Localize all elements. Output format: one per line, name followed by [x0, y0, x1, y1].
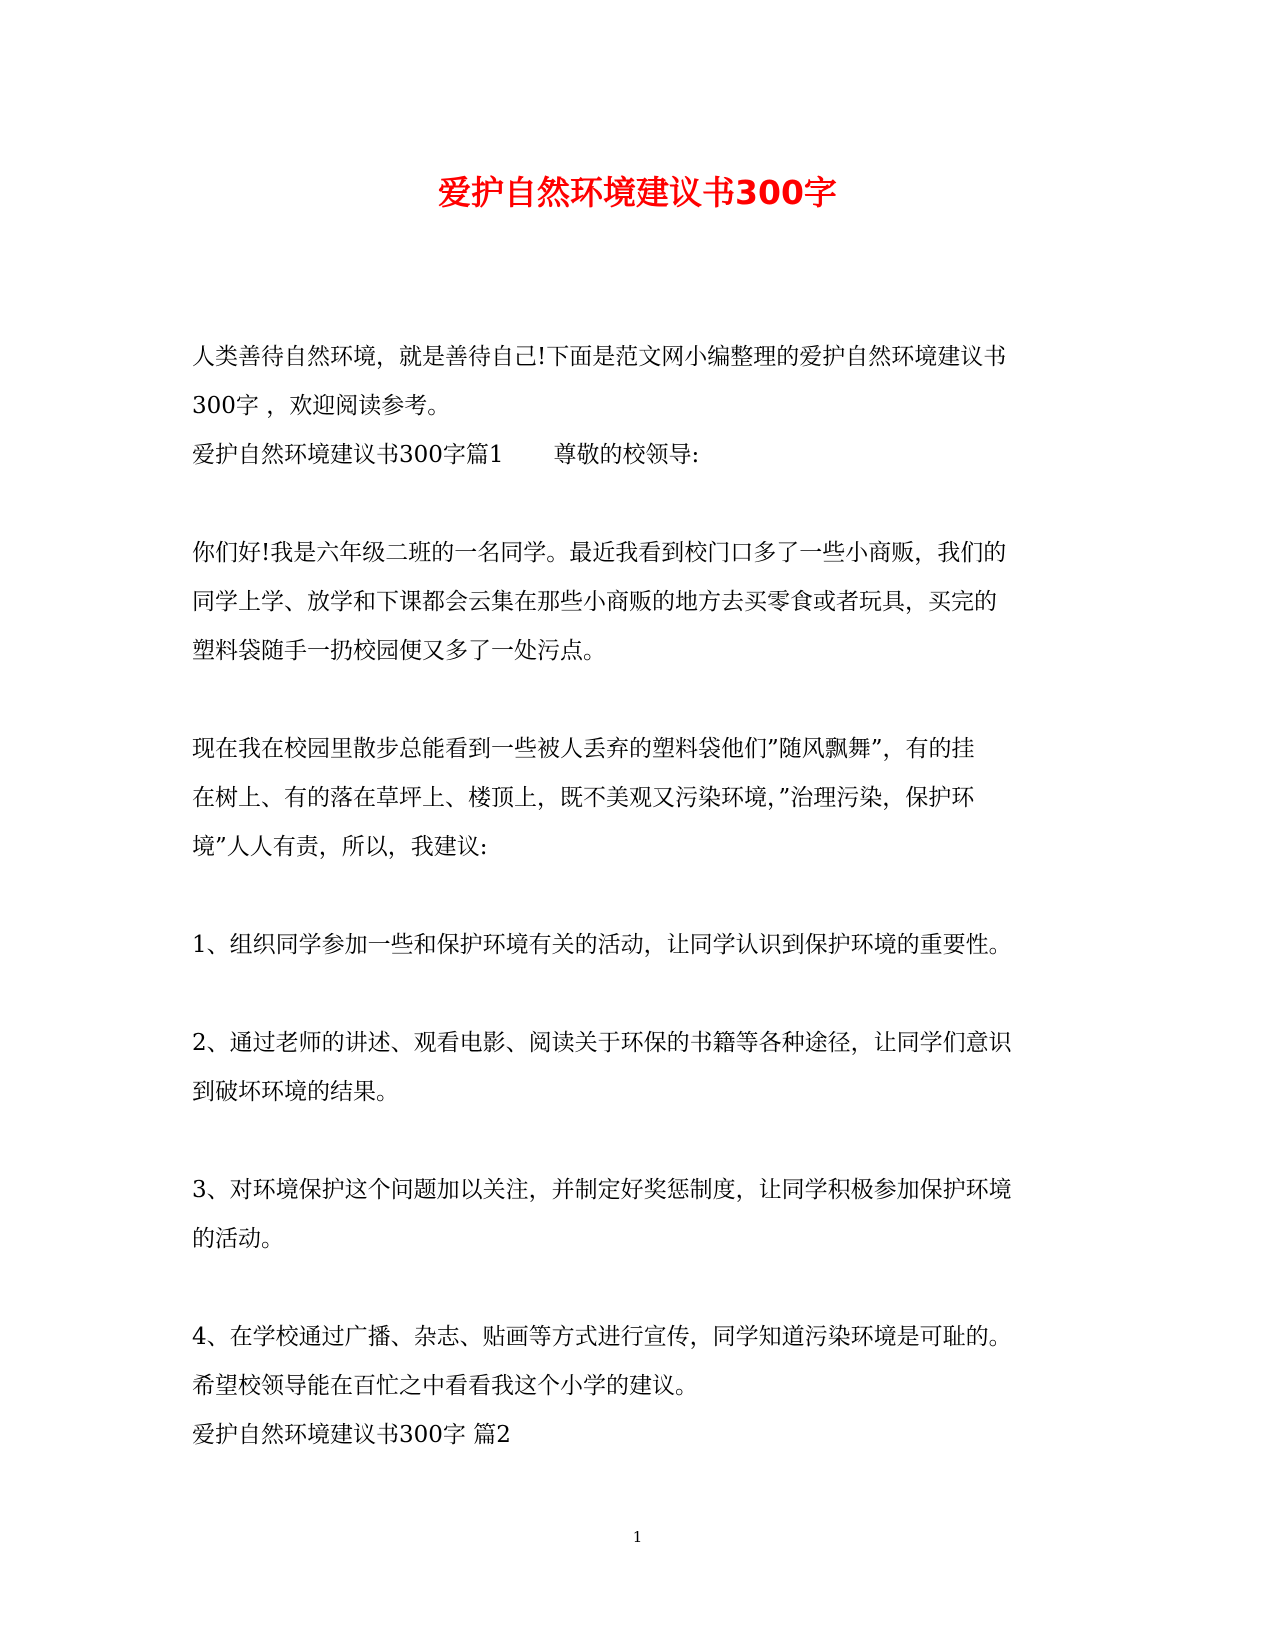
suggestion-2-line-2: 到破坏环境的结果。 [192, 1079, 399, 1105]
suggestion-4-line-1: 4、在学校通过广播、杂志、贴画等方式进行宣传，同学知道污染环境是可耻的。 [192, 1324, 1012, 1350]
section-heading-2: 爱护自然环境建议书300字 篇2 [192, 1422, 511, 1448]
document-body [192, 333, 1082, 1460]
closing-line: 希望校领导能在百忙之中看看我这个小学的建议。 [192, 1373, 698, 1399]
intro-line-1: 人类善待自然环境，就是善待自己!下面是范文网小编整理的爱护自然环境建议书 [192, 344, 1007, 370]
suggestion-2-line-1: 2、通过老师的讲述、观看电影、阅读关于环保的书籍等各种途径，让同学们意识 [192, 1030, 1012, 1056]
intro-line-2: 300字 ，欢迎阅读参考。 [192, 393, 451, 419]
document-title: 爱护自然环境建议书300字 [438, 173, 837, 212]
paragraph-2-line-1: 现在我在校园里散步总能看到一些被人丢弃的塑料袋他们”随风飘舞”，有的挂 [192, 736, 975, 762]
page-number: 1 [632, 1528, 643, 1546]
suggestion-3-line-1: 3、对环境保护这个问题加以关注，并制定好奖惩制度，让同学积极参加保护环境 [192, 1177, 1012, 1203]
section-heading-1 [192, 431, 1082, 480]
paragraph-2-line-2: 在树上、有的落在草坪上、楼顶上，既不美观又污染环境，”治理污染，保护环 [192, 785, 975, 811]
paragraph-1-line-3: 塑料袋随手一扔校园便又多了一处污点。 [192, 638, 606, 664]
salutation: 尊敬的校领导: [553, 442, 700, 468]
suggestion-3-line-2: 的活动。 [192, 1226, 284, 1252]
section-title-1: 爱护自然环境建议书300字篇1 [192, 442, 504, 468]
paragraph-1-line-2: 同学上学、放学和下课都会云集在那些小商贩的地方去买零食或者玩具，买完的 [192, 589, 997, 615]
suggestion-1-line-1: 1、组织同学参加一些和保护环境有关的活动，让同学认识到保护环境的重要性。 [192, 932, 1012, 958]
paragraph-2-line-3: 境”人人有责，所以，我建议: [192, 834, 488, 860]
paragraph-1-line-1: 你们好!我是六年级二班的一名同学。最近我看到校门口多了一些小商贩，我们的 [192, 540, 1007, 566]
